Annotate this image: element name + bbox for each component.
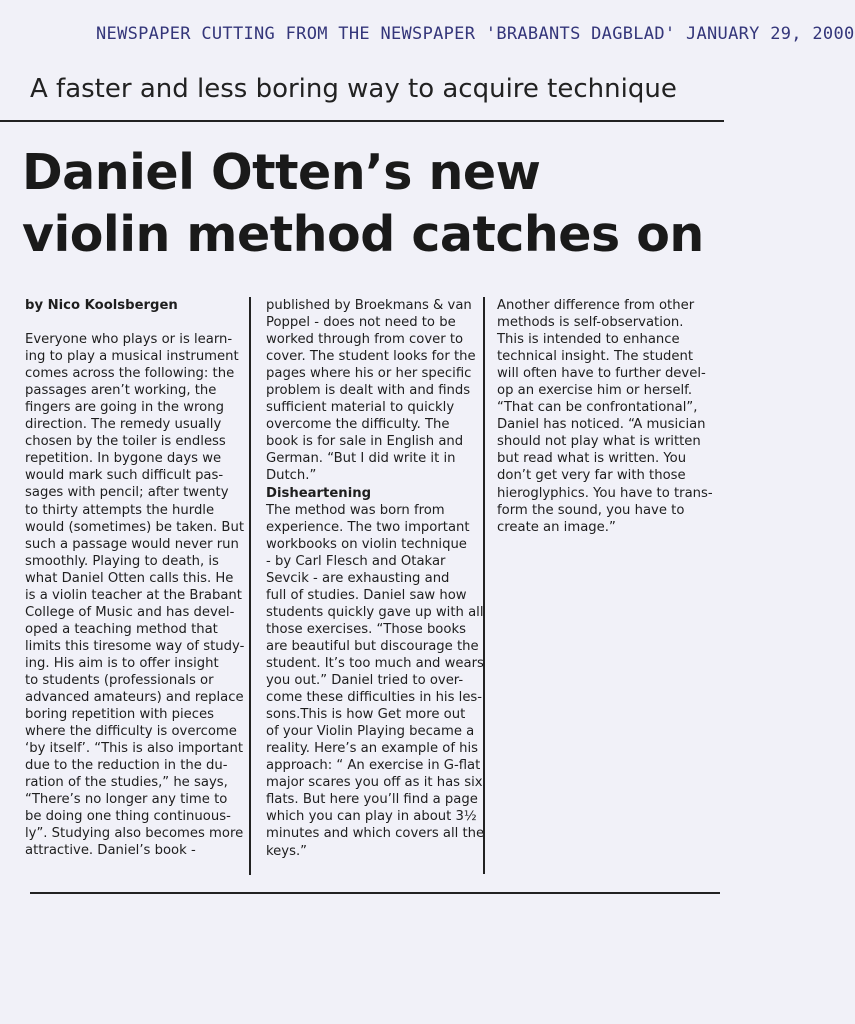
text-line: experience. The two important	[266, 519, 470, 535]
bottom-rule	[30, 892, 720, 894]
text-line: what Daniel Otten calls this. He	[25, 570, 234, 586]
column-3-body	[497, 297, 717, 536]
text-line: don’t get very far with those	[497, 468, 686, 484]
text-line: technical insight. The student	[497, 349, 694, 365]
text-line: which you can play in about 3½	[266, 809, 477, 825]
text-line: would mark such difficult pas-	[25, 468, 224, 484]
text-line: cover. The student looks for the	[266, 349, 476, 365]
text-line: repetition. In bygone days we	[25, 451, 222, 467]
text-line: - by Carl Flesch and Otakar	[266, 553, 446, 569]
text-line: you out.” Daniel tried to over-	[266, 673, 464, 689]
column-divider-2	[483, 297, 485, 874]
text-line: form the sound, you have to	[497, 502, 685, 518]
text-line: sages with pencil; after twenty	[25, 485, 229, 501]
text-line: is a violin teacher at the Brabant	[25, 587, 242, 603]
text-line: advanced amateurs) and replace	[25, 690, 244, 706]
text-line: where the difficulty is overcome	[25, 724, 237, 740]
text-line: published by Broekmans & van	[266, 298, 472, 313]
text-line: passages aren’t working, the	[25, 383, 217, 399]
text-line: due to the reduction in the du-	[25, 758, 228, 774]
text-line: problem is dealt with and finds	[266, 383, 471, 399]
text-line: be doing one thing continuous-	[25, 809, 231, 825]
text-line: overcome the difficulty. The	[266, 417, 450, 433]
text-line: create an image.”	[497, 519, 616, 535]
text-line: Daniel has noticed. “A musician	[497, 417, 706, 433]
text-line: German. “But I did write it in	[266, 451, 456, 467]
headline-line-2: violin method catches on	[22, 206, 704, 263]
text-line: op an exercise him or herself.	[497, 383, 693, 399]
text-line: those exercises. “Those books	[266, 621, 466, 637]
text-line: chosen by the toiler is endless	[25, 434, 226, 450]
text-line: sons.This is how Get more out	[266, 707, 466, 723]
text-line: attractive. Daniel’s book -	[25, 843, 196, 859]
text-line: College of Music and has devel-	[25, 604, 235, 620]
article-column-3	[497, 297, 717, 536]
text-line: workbooks on violin technique	[266, 536, 467, 552]
text-line: hieroglyphics. You have to trans-	[497, 485, 713, 501]
subheading-disheartening: Disheartening	[266, 485, 372, 501]
column-2-body-bottom	[266, 502, 484, 860]
text-line: would (sometimes) be taken. But	[25, 519, 245, 535]
text-line: methods is self-observation.	[497, 315, 684, 331]
column-divider-1	[249, 297, 251, 875]
headline	[22, 142, 712, 266]
text-line: ing. His aim is to offer insight	[25, 655, 219, 671]
text-line: Sevcik - are exhausting and	[266, 570, 450, 586]
text-line: Everyone who plays or is learn-	[25, 332, 233, 348]
headline-line-1: Daniel Otten’s new	[22, 144, 541, 201]
text-line: flats. But here you’ll find a page	[266, 792, 478, 808]
text-line: ration of the studies,” he says,	[25, 775, 228, 791]
text-line: approach: “ An exercise in G-flat	[266, 758, 481, 774]
text-line: to students (professionals or	[25, 672, 214, 688]
text-line: Poppel - does not need to be	[266, 315, 456, 331]
text-line: pages where his or her specific	[266, 366, 472, 382]
text-line: “That can be confrontational”,	[497, 400, 698, 416]
text-line: such a passage would never run	[25, 536, 239, 552]
column-1-body	[25, 331, 245, 859]
top-rule	[0, 120, 724, 122]
text-line: Another difference from other	[497, 298, 695, 313]
byline: by Nico Koolsbergen	[25, 298, 178, 313]
text-line: “There’s no longer any time to	[25, 792, 228, 808]
text-line: Dutch.”	[266, 468, 317, 484]
text-line: ly”. Studying also becomes more	[25, 826, 244, 842]
source-caption: NEWSPAPER CUTTING FROM THE NEWSPAPER 'BRABANTS DAGBLAD' JANUARY 29, 2000	[96, 24, 855, 44]
text-line: direction. The remedy usually	[25, 417, 222, 433]
article-column-2	[266, 297, 484, 860]
text-line: student. It’s too much and wears	[266, 655, 484, 671]
text-line: reality. Here’s an example of his	[266, 741, 479, 757]
text-line: smoothly. Playing to death, is	[25, 553, 219, 569]
text-line: ‘by itself’. “This is also important	[25, 741, 243, 757]
text-line: limits this tiresome way of study-	[25, 638, 245, 654]
text-line: The method was born from	[266, 502, 445, 518]
text-line: are beautiful but discourage the	[266, 638, 479, 654]
text-line: sufficient material to quickly	[266, 400, 455, 416]
text-line: come these difficulties in his les-	[266, 690, 483, 706]
text-line: of your Violin Playing became a	[266, 724, 475, 740]
text-line: ing to play a musical instrument	[25, 349, 239, 365]
text-line: but read what is written. You	[497, 451, 687, 467]
text-line: fingers are going in the wrong	[25, 400, 224, 416]
column-2-body-top	[266, 297, 484, 485]
text-line: worked through from cover to	[266, 332, 464, 348]
text-line: book is for sale in English and	[266, 434, 464, 450]
text-line: to thirty attempts the hurdle	[25, 502, 215, 518]
kicker-subtitle: A faster and less boring way to acquire technique	[30, 74, 677, 104]
text-line: full of studies. Daniel saw how	[266, 587, 467, 603]
text-line: comes across the following: the	[25, 366, 235, 382]
text-line: students quickly gave up with all	[266, 604, 484, 620]
article-column-1	[25, 297, 245, 860]
text-line: will often have to further devel-	[497, 366, 706, 382]
text-line: oped a teaching method that	[25, 621, 218, 637]
text-line: This is intended to enhance	[497, 332, 680, 348]
text-line: boring repetition with pieces	[25, 707, 215, 723]
text-line: minutes and which covers all the	[266, 826, 485, 842]
text-line: keys.”	[266, 843, 307, 859]
text-line: major scares you off as it has six	[266, 775, 483, 791]
text-line: should not play what is written	[497, 434, 701, 450]
